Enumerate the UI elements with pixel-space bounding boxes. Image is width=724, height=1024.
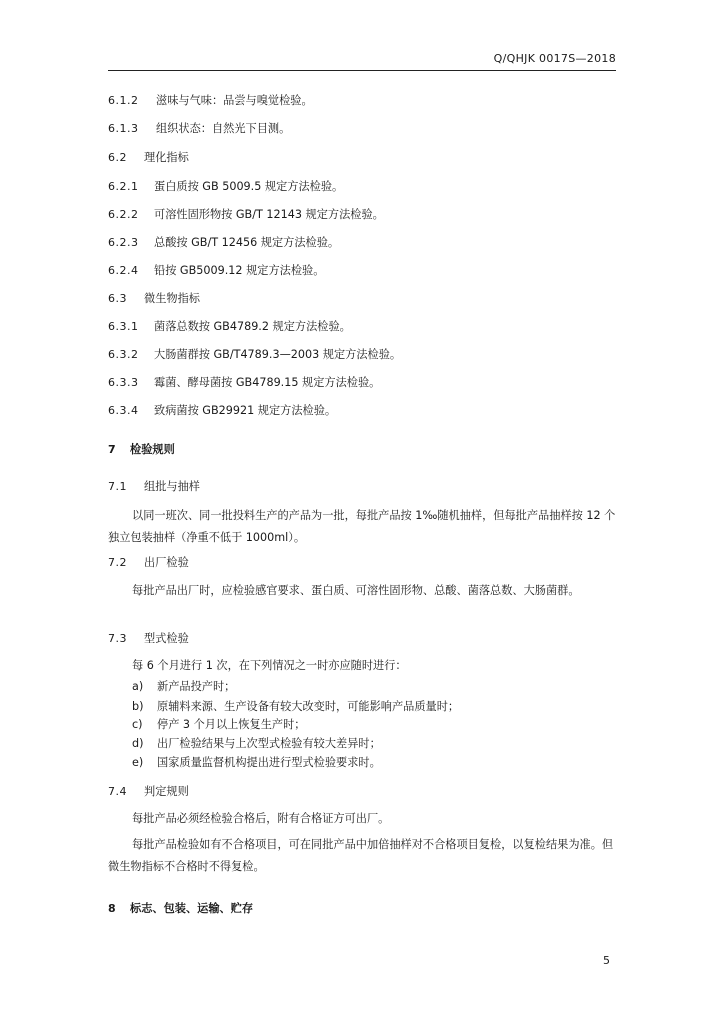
list-item-label: e) xyxy=(132,756,144,769)
clause-text: 滋味与气味：品尝与嗅觉检验。 xyxy=(156,94,313,107)
clause-number: 6.2.4 xyxy=(108,264,139,277)
section-number: 8 xyxy=(108,902,117,915)
clause-text: 霉菌、酵母菌按 GB4789.15 规定方法检验。 xyxy=(154,376,381,389)
clause-number: 7.2 xyxy=(108,556,127,569)
section-8-heading xyxy=(108,902,253,916)
clause-title: 组批与抽样 xyxy=(144,480,200,493)
clause-7-4-heading xyxy=(108,785,189,799)
clause-6-1-3 xyxy=(108,122,290,136)
list-item-text: 出厂检验结果与上次型式检验有较大差异时； xyxy=(157,737,381,750)
clause-text: 大肠菌群按 GB/T4789.3—2003 规定方法检验。 xyxy=(154,348,402,361)
list-item xyxy=(132,756,381,770)
clause-number: 7.1 xyxy=(108,480,127,493)
clause-7-4-paragraph-1: 每批产品必须经检验合格后，附有合格证方可出厂。 xyxy=(132,812,390,825)
clause-text: 可溶性固形物按 GB/T 12143 规定方法检验。 xyxy=(154,208,384,221)
clause-6-3-3 xyxy=(108,376,380,390)
clause-text: 组织状态：自然光下目测。 xyxy=(156,122,291,135)
clause-7-2-heading xyxy=(108,556,189,570)
clause-number: 6.2.1 xyxy=(108,180,139,193)
list-item xyxy=(132,737,381,751)
section-title: 检验规则 xyxy=(130,443,175,456)
clause-number: 7.3 xyxy=(108,632,127,645)
clause-text: 菌落总数按 GB4789.2 规定方法检验。 xyxy=(154,320,351,333)
header-rule xyxy=(108,70,616,71)
clause-number: 6.3 xyxy=(108,292,127,305)
clause-7-2-paragraph: 每批产品出厂时，应检验感官要求、蛋白质、可溶性固形物、总酸、菌落总数、大肠菌群。 xyxy=(132,584,580,597)
clause-text: 微生物指标 xyxy=(144,292,200,305)
clause-text: 总酸按 GB/T 12456 规定方法检验。 xyxy=(154,236,340,249)
clause-number: 6.1.2 xyxy=(108,94,139,107)
clause-text: 铅按 GB5009.12 规定方法检验。 xyxy=(154,264,325,277)
clause-number: 6.3.4 xyxy=(108,404,139,417)
clause-number: 6.3.2 xyxy=(108,348,139,361)
clause-7-4-paragraph-2: 每批产品检验如有不合格项目，可在同批产品中加倍抽样对不合格项目复检，以复检结果为准。但微生物指标不合格时不得复检。 xyxy=(108,838,614,873)
list-item-text: 新产品投产时； xyxy=(157,680,236,693)
section-number: 7 xyxy=(108,443,117,456)
clause-number: 6.1.3 xyxy=(108,122,139,135)
clause-number: 7.4 xyxy=(108,785,127,798)
list-item-text: 停产 3 个月以上恢复生产时； xyxy=(157,718,306,731)
page-number: 5 xyxy=(603,954,610,967)
clause-6-3-1 xyxy=(108,320,351,334)
clause-6-2-4 xyxy=(108,264,324,278)
clause-7-1-paragraph: 以同一班次、同一批投料生产的产品为一批，每批产品按 1‰随机抽样，但每批产品抽样按 12 个独立包装抽样（净重不低于 1000ml）。 xyxy=(108,509,616,544)
clause-text: 蛋白质按 GB 5009.5 规定方法检验。 xyxy=(154,180,344,193)
list-item-text: 原辅料来源、生产设备有较大改变时，可能影响产品质量时； xyxy=(157,700,460,713)
list-item xyxy=(132,680,235,694)
list-item-label: c) xyxy=(132,718,143,731)
list-item-label: d) xyxy=(132,737,144,750)
list-item-label: a) xyxy=(132,680,144,693)
clause-title: 出厂检验 xyxy=(144,556,189,569)
clause-6-1-2 xyxy=(108,94,313,108)
document-code: Q/QHJK 0017S—2018 xyxy=(493,52,616,65)
clause-number: 6.3.1 xyxy=(108,320,139,333)
clause-6-2-3 xyxy=(108,236,339,250)
list-item xyxy=(132,718,305,732)
clause-number: 6.2.2 xyxy=(108,208,139,221)
clause-7-3-intro: 每 6 个月进行 1 次，在下列情况之一时亦应随时进行： xyxy=(132,659,407,672)
section-title: 标志、包装、运输、贮存 xyxy=(130,902,254,915)
clause-number: 6.3.3 xyxy=(108,376,139,389)
list-item-text: 国家质量监督机构提出进行型式检验要求时。 xyxy=(157,756,381,769)
clause-6-2-1 xyxy=(108,180,343,194)
clause-6-3-2 xyxy=(108,348,401,362)
clause-7-3-heading xyxy=(108,632,189,646)
clause-text: 致病菌按 GB29921 规定方法检验。 xyxy=(154,404,337,417)
clause-6-2 xyxy=(108,151,189,165)
clause-title: 判定规则 xyxy=(144,785,189,798)
clause-number: 6.2.3 xyxy=(108,236,139,249)
clause-text: 理化指标 xyxy=(144,151,189,164)
clause-6-2-2 xyxy=(108,208,384,222)
list-item-label: b) xyxy=(132,700,144,713)
section-7-heading xyxy=(108,443,175,457)
clause-number: 6.2 xyxy=(108,151,127,164)
list-item xyxy=(132,700,459,714)
clause-7-1-heading xyxy=(108,480,200,494)
clause-6-3-4 xyxy=(108,404,336,418)
clause-title: 型式检验 xyxy=(144,632,189,645)
clause-6-3 xyxy=(108,292,200,306)
